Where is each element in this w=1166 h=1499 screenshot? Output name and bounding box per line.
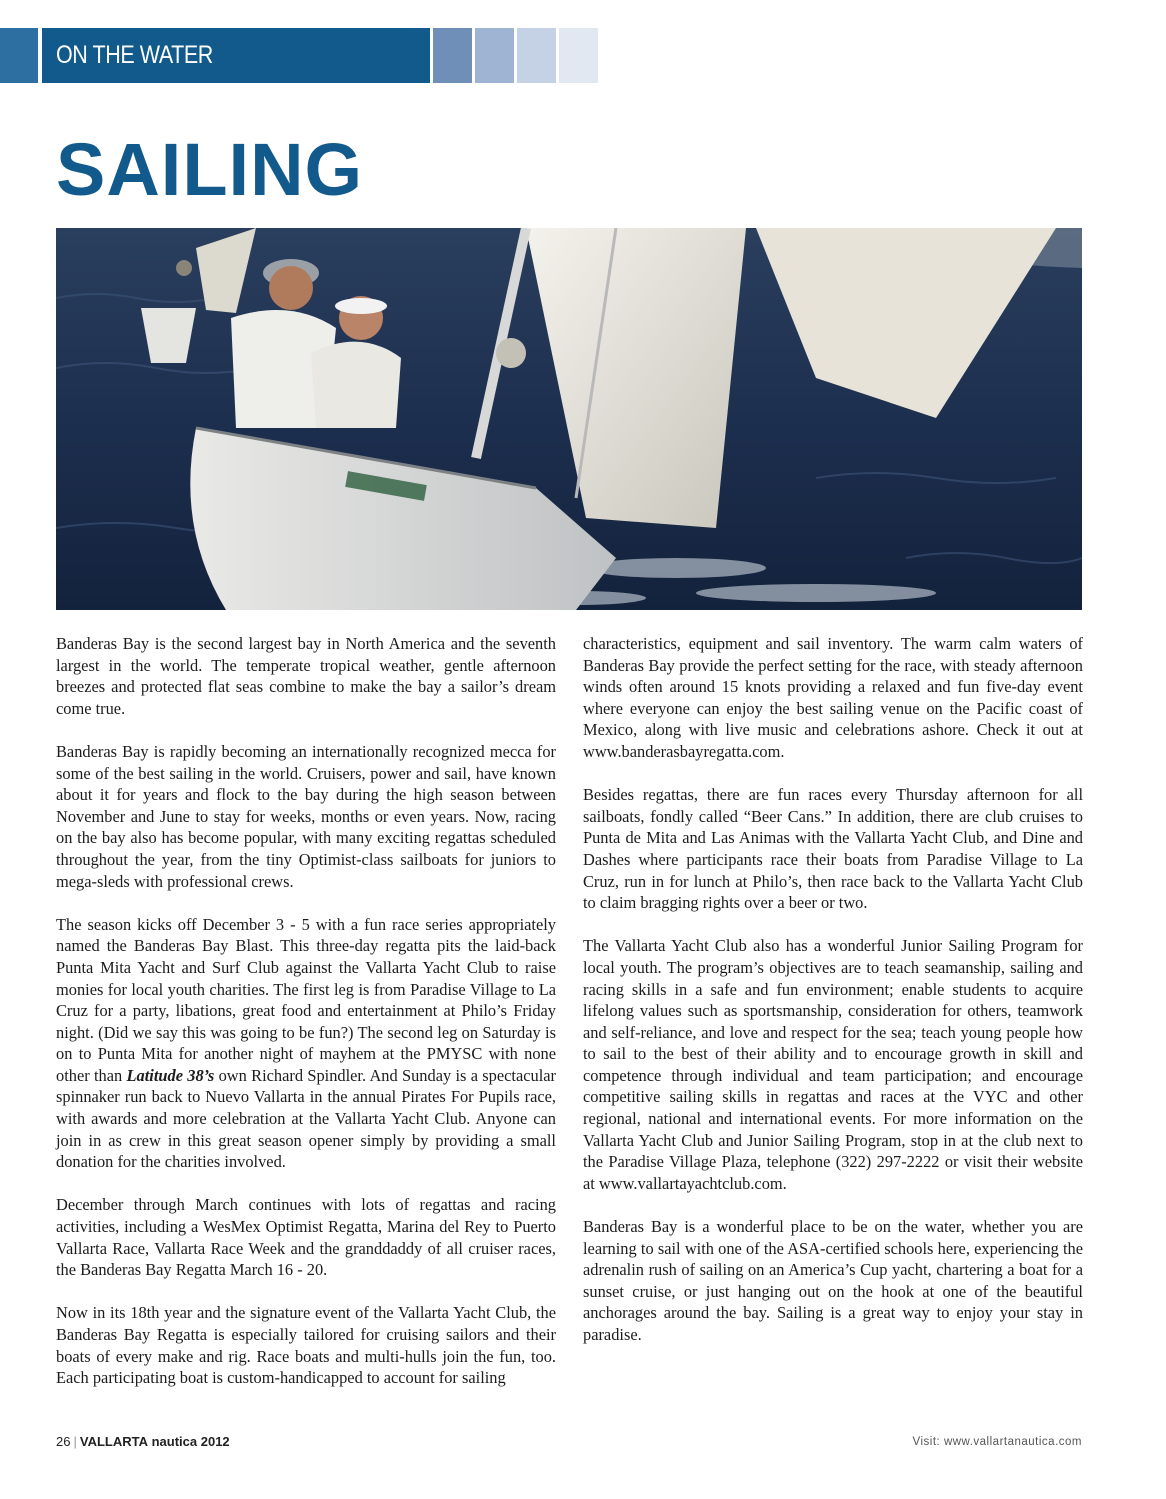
- paragraph: Banderas Bay is the second largest bay in North America and the seventh largest in the world. The temperate tropical weather, gentle afternoon breezes and protected flat seas combine to make the bay a sailor’s dream come true.: [56, 634, 556, 718]
- article-column-left: [56, 633, 556, 1410]
- section-header: [42, 28, 430, 83]
- magazine-title: Latitude 38’s: [126, 1065, 215, 1085]
- paragraph: December through March continues with lots of regattas and racing activities, including a WesMex Optimist Regatta, Marina del Rey to Puerto Vallarta Race, Vallarta Race Week and the granddaddy of all cruiser races, the Banderas Bay Regatta March 16 - 20.: [56, 1195, 556, 1280]
- publication-issue: nautica 2012: [151, 1434, 230, 1449]
- paragraph: The Vallarta Yacht Club also has a wonderful Junior Sailing Program for local youth. The program’s objectives are to teach seamanship, sailing and racing skills in a safe and fun environment; enable students to acquire lifelong values such as sportsmanship, consideration for others, teamwork and self-reliance, and love and respect for the sea; teach young people how to sail to the best of their ability and to encourage growth in skill and competence through individual and team participation; and encourage competitive sailing skills in regattas and races at the VYC and other regional, national and international events. For more information on the Vallarta Yacht Club and Junior Sailing Program, stop in at the club next to the Paradise Village Plaza, telephone (322) 297-2222 or visit their website at www.vallartayachtclub.com.: [583, 936, 1083, 1193]
- sailboat-photo: [56, 228, 1082, 610]
- header-accent-square: [433, 28, 472, 83]
- header-accent-square: [475, 28, 514, 83]
- section-label: ON THE WATER: [56, 41, 213, 69]
- paragraph: Besides regattas, there are fun races every Thursday afternoon for all sailboats, fondly called “Beer Cans.” In addition, there are club cruises to Punta de Mita and Las Animas with the Vallarta Yacht Club, and Dine and Dashes where participants race their boats from Paradise Village to La Cruz, run in for lunch at Philo’s, then race back to the Vallarta Yacht Club to claim bragging rights over a beer or two.: [583, 785, 1083, 913]
- header-accent-square: [517, 28, 556, 83]
- paragraph: [56, 914, 556, 1173]
- paragraph-text: own Richard Spindler. And Sunday is a spectacular spinnaker run back to Nuevo Vallarta in the annual Pirates For Pupils race, with awards and more celebration at the Vallarta Yacht Club. Anyone can join in as crew in this great season opener simply by providing a small donation for the charities involved.: [56, 1065, 556, 1172]
- paragraph-text: The season kicks off December 3 - 5 with a fun race series appropriately named the Banderas Bay Blast. This three-day regatta pits the laid-back Punta Mita Yacht and Surf Club against the Vallarta Yacht Club to raise monies for local youth charities. The first leg is from Paradise Village to La Cruz for a party, libations, great food and entertainment at Philo’s Friday night. (Did we say this was going to be fun?) The second leg on Saturday is on to Punta Mita for another night of mayhem at the PMYSC with none other than: [56, 914, 556, 1085]
- paragraph: Now in its 18th year and the signature event of the Vallarta Yacht Club, the Banderas Bay Regatta is especially tailored for cruising sailors and their boats of every make and rig. Race boats and multi-hulls join the fun, too. Each participating boat is custom-handicapped to account for sailing: [56, 1303, 556, 1388]
- paragraph: Banderas Bay is a wonderful place to be on the water, whether you are learning to sail with one of the ASA-certified schools here, experiencing the adrenalin rush of sailing on an America’s Cup yacht, chartering a boat for a sunset cruise, or just hanging out on the hook at one of the beautiful anchorages around the bay. Sailing is a great way to enjoy your stay in paradise.: [583, 1217, 1083, 1344]
- footer-website: Visit: www.vallartanautica.com: [912, 1436, 1082, 1448]
- footer-separator: |: [73, 1434, 77, 1449]
- paragraph: characteristics, equipment and sail inventory. The warm calm waters of Banderas Bay provide the perfect setting for the race, with steady afternoon winds often around 15 knots providing a relaxed and fun five-day event where everyone can enjoy the best sailing venue on the Pacific coast of Mexico, along with live music and celebrations ashore. Check it out at www.banderasbayregatta.com.: [583, 634, 1083, 761]
- paragraph: Banderas Bay is rapidly becoming an internationally recognized mecca for some of the best sailing in the world. Cruisers, power and sail, have known about it for years and flock to the bay during the high season between November and June to stay for weeks, months or even years. Now, racing on the bay also has become popular, with many exciting regattas scheduled throughout the year, from the tiny Optimist-class sailboats for juniors to mega-sleds with professional crews.: [56, 741, 556, 891]
- article-title: SAILING: [56, 128, 364, 211]
- header-accent-bar: [0, 28, 38, 83]
- publication-brand: VALLARTA: [79, 1434, 148, 1449]
- page-number: 26: [56, 1434, 71, 1449]
- article-column-right: [583, 633, 1083, 1367]
- page-footer-publication: [56, 1434, 230, 1449]
- header-accent-square: [559, 28, 598, 83]
